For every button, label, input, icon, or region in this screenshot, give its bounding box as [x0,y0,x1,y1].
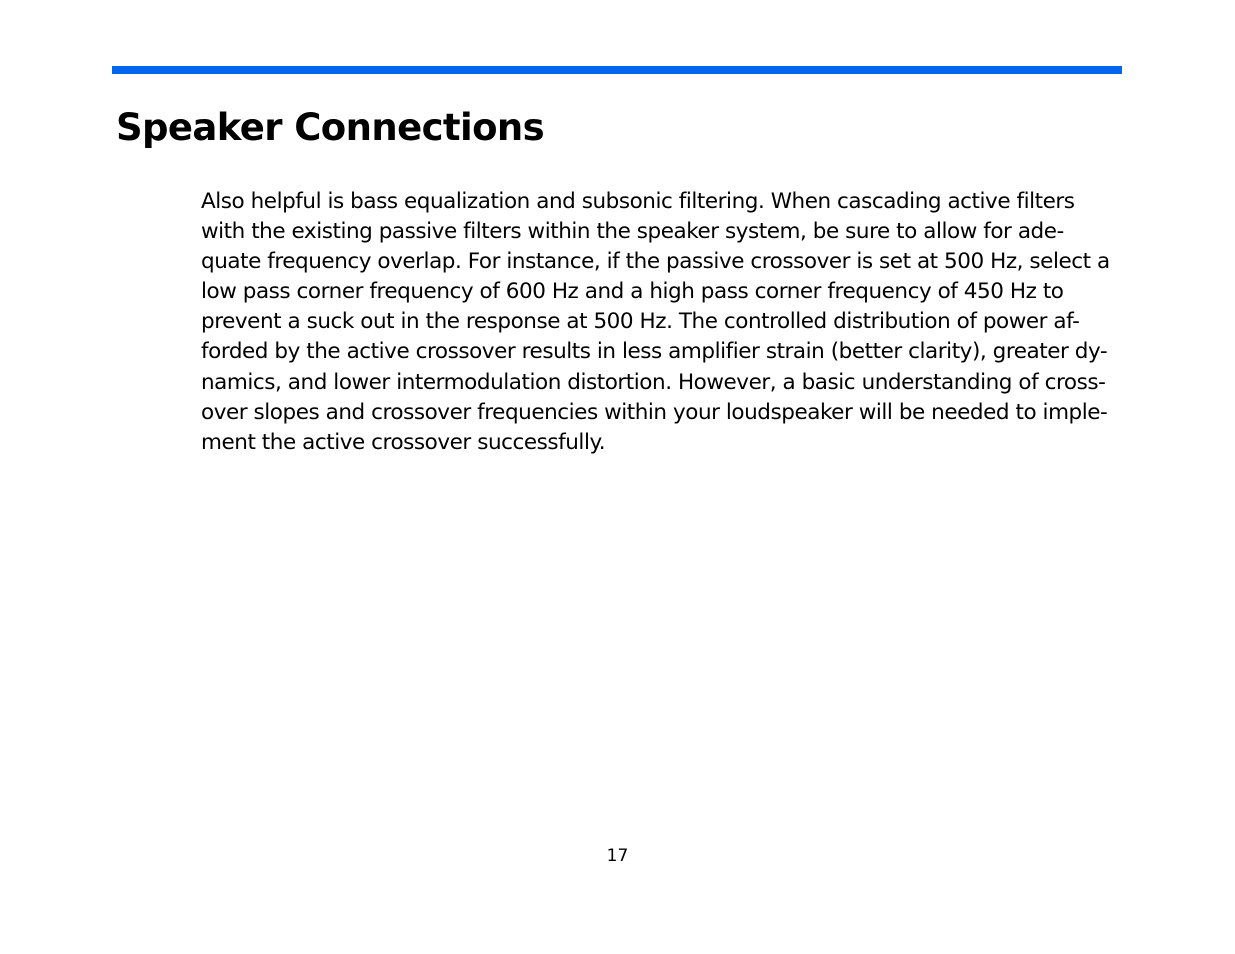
body-line: prevent a suck out in the response at 500 Hz. The controlled distribution of power af- [201,309,1080,335]
body-paragraph [201,187,1181,458]
body-line: quate frequency overlap. For instance, if the passive crossover is set at 500 Hz, select a [201,249,1110,275]
body-line: forded by the active crossover results in less amplifier strain (better clarity), greater dy- [201,339,1108,365]
body-line: with the existing passive filters within the speaker system, be sure to allow for ade- [201,219,1064,245]
body-line: Also helpful is bass equalization and subsonic filtering. When cascading active filters [201,189,1075,214]
body-line: namics, and lower intermodulation distortion. However, a basic understanding of cross- [201,369,1106,395]
page-title: Speaker Connections [116,106,545,149]
page-number: 17 [606,846,629,866]
top-rule [112,66,1122,74]
body-line: over slopes and crossover frequencies within your loudspeaker will be needed to imple- [201,399,1108,425]
body-line: ment the active crossover successfully. [201,429,606,455]
body-line: low pass corner frequency of 600 Hz and a high pass corner frequency of 450 Hz to [201,279,1064,305]
